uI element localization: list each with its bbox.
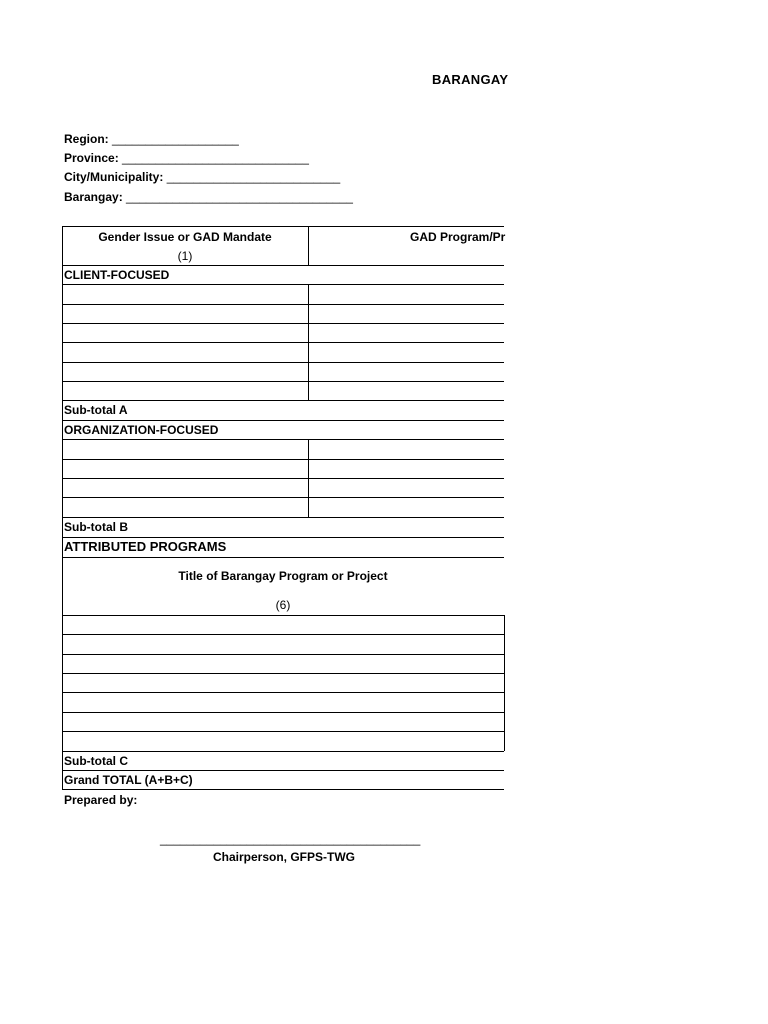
signatory-title: Chairperson, GFPS-TWG [212, 850, 355, 864]
gad-program-header: GAD Program/Pr [410, 230, 506, 244]
table-rule [62, 497, 504, 498]
province-label: Province: [64, 151, 119, 165]
column-divider [308, 226, 309, 265]
table-rule [62, 420, 504, 421]
gender-issue-header: Gender Issue or GAD Mandate [98, 230, 272, 244]
table-rule [62, 692, 504, 693]
prepared-by-label: Prepared by: [64, 793, 138, 807]
table-rule [62, 731, 504, 732]
table-top-border [62, 226, 504, 227]
subtotal-c-label: Sub-total C [64, 754, 128, 768]
table-rule [62, 673, 504, 674]
region-label: Region: [64, 132, 109, 146]
province-field [64, 151, 309, 165]
subtotal-b-label: Sub-total B [64, 520, 128, 534]
table-rule [62, 478, 504, 479]
column-divider [308, 439, 309, 517]
barangay-program-title-header: Title of Barangay Program or Project [178, 569, 388, 583]
table-rule [62, 712, 504, 713]
table-rule [62, 770, 504, 771]
table-rule [62, 751, 504, 752]
table-rule [62, 557, 504, 558]
table-rule [62, 615, 504, 616]
attributed-right-border [504, 615, 505, 751]
table-rule [62, 284, 504, 285]
table-rule [62, 517, 504, 518]
table-rule [62, 459, 504, 460]
table-rule [62, 654, 504, 655]
organization-focused-label: ORGANIZATION-FOCUSED [64, 423, 219, 437]
table-rule [62, 537, 504, 538]
table-rule [62, 342, 504, 343]
table-rule [62, 362, 504, 363]
column-1-number: (1) [177, 249, 193, 263]
page-title: BARANGAY [432, 72, 509, 87]
table-bottom-border [62, 789, 504, 790]
table-rule [62, 265, 504, 266]
column-divider [308, 284, 309, 400]
table-rule [62, 439, 504, 440]
region-field [64, 132, 239, 146]
table-rule [62, 304, 504, 305]
city-municipality-field [64, 170, 340, 184]
column-6-number: (6) [275, 598, 291, 612]
barangay-field [64, 190, 353, 204]
table-rule [62, 400, 504, 401]
client-focused-label: CLIENT-FOCUSED [64, 268, 170, 282]
table-left-border [62, 226, 63, 790]
signature-line: _______________________________________ [160, 832, 421, 846]
province-blank: ____________________________ [122, 151, 309, 165]
table-rule [62, 323, 504, 324]
attributed-programs-label: ATTRIBUTED PROGRAMS [64, 539, 227, 554]
region-blank: ___________________ [112, 132, 239, 146]
city-municipality-label: City/Municipality: [64, 170, 164, 184]
table-rule [62, 634, 504, 635]
barangay-label: Barangay: [64, 190, 123, 204]
city-municipality-blank: __________________________ [166, 170, 341, 184]
grand-total-label: Grand TOTAL (A+B+C) [64, 773, 193, 787]
table-rule [62, 381, 504, 382]
barangay-blank: __________________________________ [126, 190, 353, 204]
subtotal-a-label: Sub-total A [64, 403, 128, 417]
